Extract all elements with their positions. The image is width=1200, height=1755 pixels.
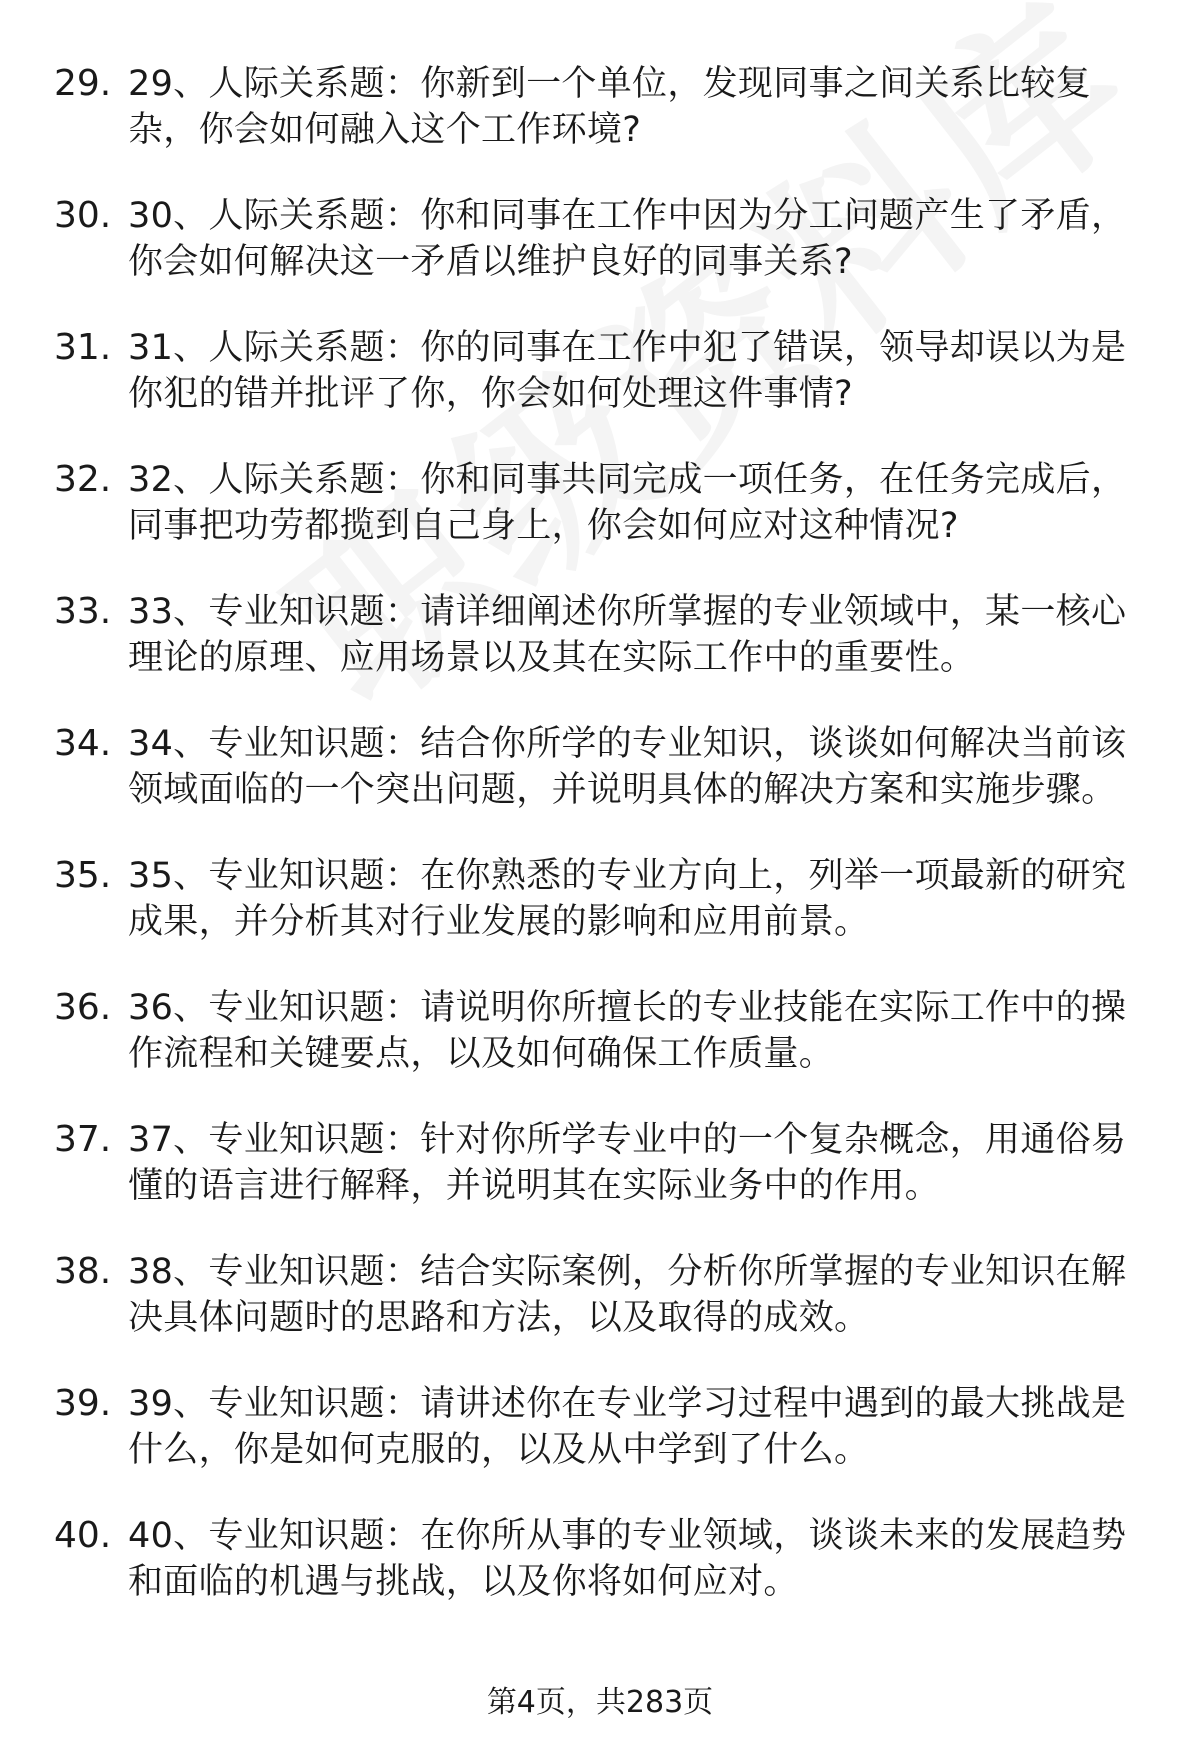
question-item bbox=[0, 1249, 1200, 1381]
question-item bbox=[0, 193, 1200, 325]
question-item bbox=[0, 721, 1200, 853]
question-item bbox=[0, 457, 1200, 589]
question-item bbox=[0, 985, 1200, 1117]
question-text: 33、专业知识题：请详细阐述你所掌握的专业领域中，某一核心理论的原理、应用场景以及其在实际工作中的重要性。 bbox=[128, 592, 1127, 678]
question-item bbox=[0, 325, 1200, 457]
question-text: 32、人际关系题：你和同事共同完成一项任务，在任务完成后，同事把功劳都揽到自己身上，你会如何应对这种情况? bbox=[128, 460, 1127, 546]
question-number: 38. bbox=[54, 1251, 112, 1292]
question-list bbox=[0, 61, 1200, 1645]
question-number: 30. bbox=[54, 195, 112, 236]
question-number: 40. bbox=[54, 1515, 112, 1556]
question-number: 35. bbox=[54, 855, 112, 896]
question-item bbox=[0, 1513, 1200, 1645]
page-footer: 第4页，共283页 bbox=[486, 1685, 714, 1720]
question-text: 37、专业知识题：针对你所学专业中的一个复杂概念，用通俗易懂的语言进行解释，并说明其在实际业务中的作用。 bbox=[128, 1120, 1127, 1206]
question-text: 40、专业知识题：在你所从事的专业领域，谈谈未来的发展趋势和面临的机遇与挑战，以及你将如何应对。 bbox=[128, 1516, 1127, 1602]
question-number: 37. bbox=[54, 1119, 112, 1160]
question-number: 29. bbox=[54, 63, 112, 104]
question-item bbox=[0, 853, 1200, 985]
question-number: 32. bbox=[54, 459, 112, 500]
question-text: 38、专业知识题：结合实际案例，分析你所掌握的专业知识在解决具体问题时的思路和方法，以及取得的成效。 bbox=[128, 1252, 1127, 1338]
question-number: 34. bbox=[54, 723, 112, 764]
question-item bbox=[0, 589, 1200, 721]
question-number: 39. bbox=[54, 1383, 112, 1424]
question-text: 31、人际关系题：你的同事在工作中犯了错误，领导却误以为是你犯的错并批评了你，你会如何处理这件事情? bbox=[128, 328, 1127, 414]
question-item bbox=[0, 1381, 1200, 1513]
question-text: 34、专业知识题：结合你所学的专业知识，谈谈如何解决当前该领域面临的一个突出问题，并说明具体的解决方案和实施步骤。 bbox=[128, 724, 1127, 810]
question-number: 31. bbox=[54, 327, 112, 368]
question-text: 30、人际关系题：你和同事在工作中因为分工问题产生了矛盾，你会如何解决这一矛盾以维护良好的同事关系? bbox=[128, 196, 1127, 282]
question-text: 29、人际关系题：你新到一个单位，发现同事之间关系比较复杂，你会如何融入这个工作环境? bbox=[128, 64, 1091, 150]
question-item bbox=[0, 1117, 1200, 1249]
question-number: 36. bbox=[54, 987, 112, 1028]
question-item bbox=[0, 61, 1200, 193]
question-text: 36、专业知识题：请说明你所擅长的专业技能在实际工作中的操作流程和关键要点，以及如何确保工作质量。 bbox=[128, 988, 1127, 1074]
question-number: 33. bbox=[54, 591, 112, 632]
question-text: 35、专业知识题：在你熟悉的专业方向上，列举一项最新的研究成果，并分析其对行业发展的影响和应用前景。 bbox=[128, 856, 1127, 942]
question-text: 39、专业知识题：请讲述你在专业学习过程中遇到的最大挑战是什么，你是如何克服的，以及从中学到了什么。 bbox=[128, 1384, 1127, 1470]
